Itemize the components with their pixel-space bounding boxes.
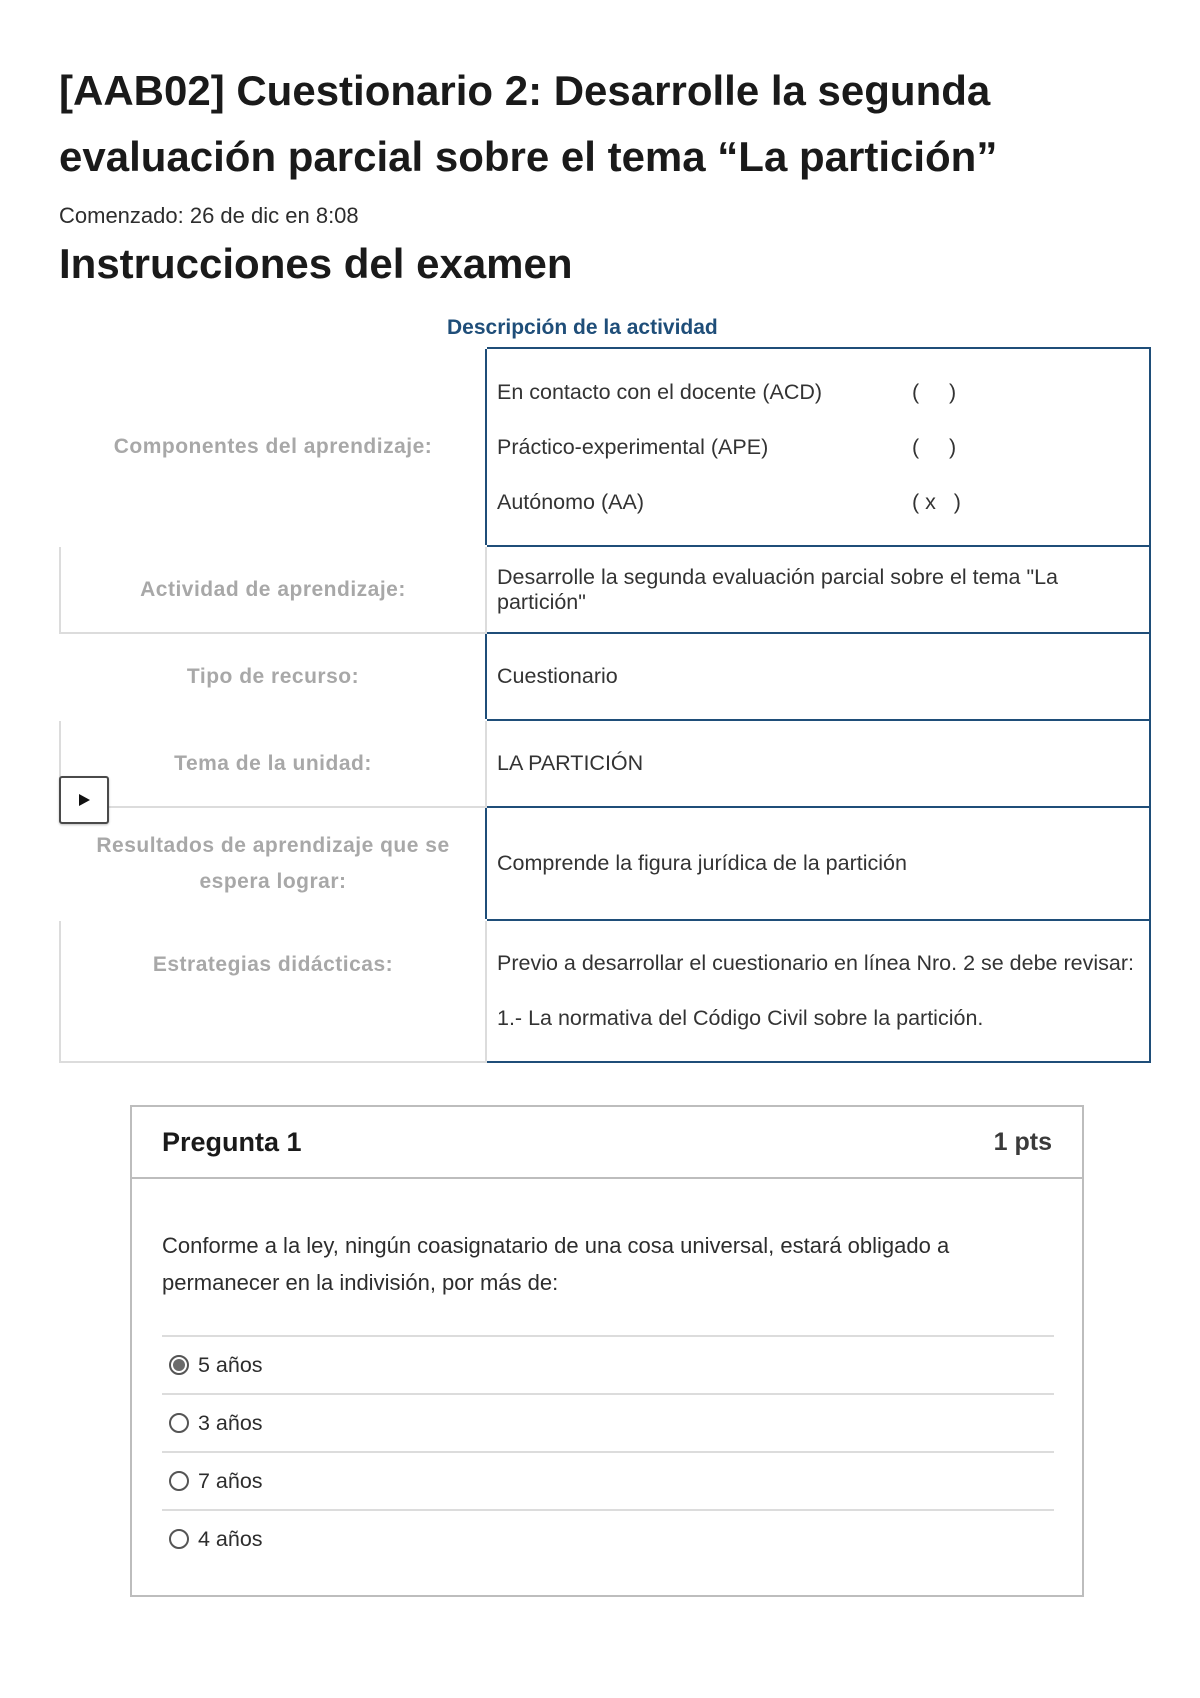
answer-label: 5 años: [198, 1352, 263, 1377]
strategy-line: 1.- La normativa del Código Civil sobre la partición.: [497, 1006, 984, 1030]
question-points: 1 pts: [993, 1127, 1052, 1156]
activity-table: [59, 347, 1151, 1063]
table-row: [60, 546, 1150, 633]
answer-label: 3 años: [198, 1410, 263, 1435]
play-icon: [77, 793, 91, 807]
quiz-title: [AAB02] Cuestionario 2: Desarrolle la segunda evaluación parcial sobre el tema “La partición”: [59, 67, 998, 180]
radio-unselected-icon[interactable]: [168, 1528, 190, 1550]
answer-option[interactable]: [162, 1509, 1054, 1567]
answer-list: [162, 1335, 1054, 1567]
learning-outcomes-value: Comprende la figura jurídica de la partición: [486, 807, 1150, 920]
component-name: Práctico-experimental (APE): [497, 434, 769, 459]
radio-unselected-icon[interactable]: [168, 1412, 190, 1434]
started-timestamp: Comenzado: 26 de dic en 8:08: [59, 203, 359, 228]
components-value: [486, 348, 1150, 546]
question-text: Conforme a la ley, ningún coasignatario de una cosa universal, estará obligado a permanecer en la indivisión, por más de:: [162, 1233, 950, 1295]
question-card: [130, 1105, 1084, 1597]
answer-option[interactable]: [162, 1393, 1054, 1451]
learning-outcomes-label: Resultados de aprendizaje que se espera lograr:: [96, 833, 450, 893]
answer-label: 7 años: [198, 1468, 263, 1493]
table-row: [60, 807, 1150, 920]
table-row: [60, 633, 1150, 720]
component-item: [497, 475, 1149, 530]
strategy-line: Previo a desarrollar el cuestionario en línea Nro. 2 se debe revisar:: [497, 951, 1134, 975]
table-row: [60, 720, 1150, 807]
components-label: Componentes del aprendizaje:: [113, 435, 433, 458]
unit-topic-label: Tema de la unidad:: [60, 720, 486, 807]
activity-label: Actividad de aprendizaje:: [60, 546, 486, 633]
table-row: [60, 348, 1150, 546]
activity-value: Desarrolle la segunda evaluación parcial sobre el tema "La partición": [486, 546, 1150, 633]
strategies-value: [486, 920, 1150, 1062]
instructions-heading: Instrucciones del examen: [59, 240, 573, 287]
question-title: Pregunta 1: [162, 1126, 302, 1157]
radio-selected-icon[interactable]: [168, 1354, 190, 1376]
resource-type-label: Tipo de recurso:: [186, 664, 360, 688]
component-mark: ( ): [912, 379, 957, 404]
radio-unselected-icon[interactable]: [168, 1470, 190, 1492]
component-name: En contacto con el docente (ACD): [497, 379, 823, 404]
component-mark: ( x ): [912, 489, 961, 514]
component-name: Autónomo (AA): [497, 489, 644, 514]
component-mark: ( ): [912, 434, 957, 459]
answer-option[interactable]: [162, 1335, 1054, 1393]
table-row: [60, 920, 1150, 1062]
component-item: [497, 420, 1149, 475]
strategies-label: Estrategias didácticas:: [60, 920, 486, 1062]
answer-option[interactable]: [162, 1451, 1054, 1509]
question-header: [132, 1107, 1082, 1179]
answer-label: 4 años: [198, 1526, 263, 1551]
play-button[interactable]: [59, 776, 109, 824]
unit-topic-value: LA PARTICIÓN: [486, 720, 1150, 807]
resource-type-value: Cuestionario: [486, 633, 1150, 720]
activity-description-heading: Descripción de la actividad: [447, 316, 718, 339]
component-item: [497, 365, 1149, 420]
